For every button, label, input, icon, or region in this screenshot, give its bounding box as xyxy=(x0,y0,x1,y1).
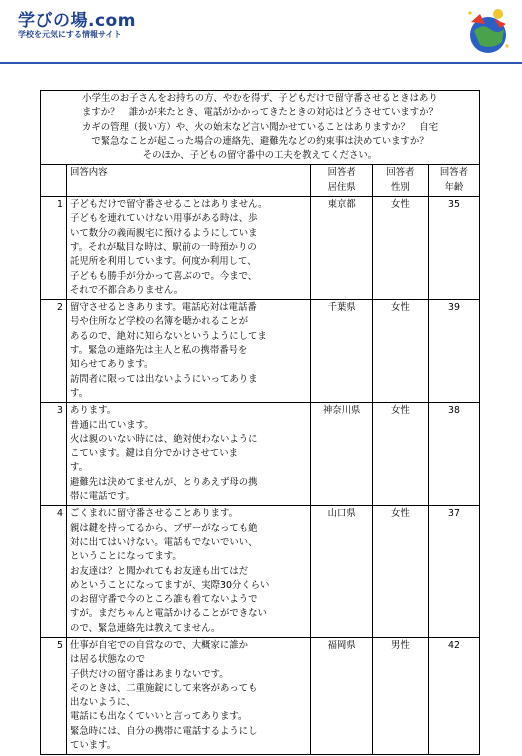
answer-line: す。緊急の連絡先は主人と私の携帯番号を xyxy=(70,345,248,357)
respondent-sex: 女性 xyxy=(372,197,428,300)
answer-line: 電話にも出なくていいと言ってあります。 xyxy=(70,711,248,723)
question-line: で緊急なことが起こった場合の連絡先、避難先などの約束事は決めていますか？ xyxy=(91,135,429,147)
respondent-prefecture: 千葉県 xyxy=(311,300,372,403)
question-line: そのほか、子どもの留守番中の工夫を教えてください。 xyxy=(142,150,378,162)
answer-line: 出ないように、 xyxy=(70,697,136,709)
answer-text xyxy=(67,403,311,506)
answer-line: あります。 xyxy=(70,405,117,417)
question-line: ますか？ 誰かが来たとき、電話がかかってきたときの対応はどうさせていますか？ xyxy=(82,107,438,119)
survey-table xyxy=(40,90,480,755)
answer-line: 子どもだけで留守番させることはありません。 xyxy=(70,199,268,211)
answer-line: す。 xyxy=(70,462,88,474)
answer-line: お友達は？と聞かれてもお友達も出てはだ xyxy=(70,565,249,577)
answer-line: す。それが駄目な時は、駅前の一時預かりの xyxy=(70,241,257,253)
answer-line: すが。まだちゃんと電話かけることができない xyxy=(70,608,267,620)
table-row xyxy=(41,197,480,300)
answer-text xyxy=(67,637,311,754)
respondent-sex: 女性 xyxy=(372,403,428,506)
header-prefecture: 回答者 居住県 xyxy=(311,165,372,197)
respondent-age: 39 xyxy=(429,300,480,403)
answer-rows xyxy=(41,197,480,755)
answer-line: こています。鍵は自分でかけさせていま xyxy=(70,448,239,460)
row-number: 3 xyxy=(41,403,67,506)
site-header xyxy=(0,0,522,62)
header-divider xyxy=(0,62,522,64)
table-row xyxy=(41,637,480,754)
answer-line: 火は親のいない時には、絶対使わないように xyxy=(70,433,258,445)
answer-line: 仕事が自宅での自営なので、大概家に誰か xyxy=(70,639,248,651)
mascot-globe-icon xyxy=(462,4,512,56)
answer-text xyxy=(67,506,311,638)
answer-line: は居る状態なので xyxy=(70,654,146,666)
answer-text xyxy=(67,300,311,403)
answer-line: いて数分の義両親宅に預けるようにしていま xyxy=(70,227,258,239)
intro-row xyxy=(41,91,480,165)
respondent-sex: 女性 xyxy=(372,300,428,403)
respondent-age: 42 xyxy=(429,637,480,754)
answer-line: ごくまれに留守番させることあります。 xyxy=(70,508,239,520)
table-row xyxy=(41,403,480,506)
answer-line: 親は鍵を持ってるから、ブザーがなっても絶 xyxy=(70,522,258,534)
answer-line: 対に出てはいけない。電話もでないでいい、 xyxy=(70,536,258,548)
answer-line: 避難先は決めてませんが、とりあえず母の携 xyxy=(70,476,258,488)
answer-line: 普通に出ています。 xyxy=(70,419,154,431)
row-number: 5 xyxy=(41,637,67,754)
answer-line: す。 xyxy=(70,387,88,399)
answer-line: 子どもも勝手が分かって喜ぶので。今まで、 xyxy=(70,270,258,282)
answer-line: それで不都合ありません。 xyxy=(70,284,184,296)
answer-line: あるので、絶対に知らないというようにしてま xyxy=(70,330,267,342)
question-line: 小学生のお子さんをお持ちの方、やむを得ず、子どもだけで留守番させるときはあり xyxy=(82,93,438,104)
answer-line: 知らせてあります。 xyxy=(70,359,154,371)
row-number: 2 xyxy=(41,300,67,403)
site-logo[interactable]: 学びの場.com xyxy=(18,11,136,31)
answer-line: 緊急時には、自分の携帯に電話するようにし xyxy=(70,725,258,737)
answer-line: ています。 xyxy=(70,740,117,752)
answer-line: 号や住所など学校の名簿を聴かれることが xyxy=(70,316,249,328)
answer-line: のお留守番で今のところ誰も着てないようで xyxy=(70,594,258,606)
table-row xyxy=(41,506,480,638)
question-line: カギの管理（扱い方）や、火の始末など言い聞かせていることはありますか？ 自宅 xyxy=(81,121,439,133)
answer-line: ので、緊急連絡先は教えてません。 xyxy=(70,622,221,634)
answer-line: 子どもを連れていけない用事がある時は、歩 xyxy=(70,213,258,225)
survey-question xyxy=(41,91,480,165)
respondent-age: 35 xyxy=(429,197,480,300)
row-number: 4 xyxy=(41,506,67,638)
respondent-age: 37 xyxy=(429,506,480,638)
site-tagline: 学校を元気にする情報サイト xyxy=(18,30,122,39)
answer-line: 留守させるときあります。電話応対は電話番 xyxy=(70,302,257,314)
row-number: 1 xyxy=(41,197,67,300)
answer-line: 子供だけの留守番はあまりないです。 xyxy=(70,668,229,680)
answer-text xyxy=(67,197,311,300)
respondent-prefecture: 福岡県 xyxy=(311,637,372,754)
header-no xyxy=(41,165,67,197)
respondent-prefecture: 山口県 xyxy=(311,506,372,638)
answer-line: めということになってますが、実際30分くらい xyxy=(70,579,270,591)
table-row xyxy=(41,300,480,403)
respondent-sex: 女性 xyxy=(372,506,428,638)
answer-line: 帯に電話です。 xyxy=(70,491,135,503)
answer-line: そのときは、二重施錠にして来客があっても xyxy=(70,682,258,694)
header-age: 回答者 年齢 xyxy=(429,165,480,197)
header-sex: 回答者 性別 xyxy=(372,165,428,197)
answer-line: 訪問者に限っては出ないようにいってありま xyxy=(70,373,258,385)
answer-line: ということになってます。 xyxy=(70,551,182,563)
respondent-age: 38 xyxy=(429,403,480,506)
header-answer: 回答内容 xyxy=(67,165,311,197)
respondent-prefecture: 東京都 xyxy=(311,197,372,300)
answer-line: 託児所を利用しています。何度か利用して、 xyxy=(70,256,257,268)
respondent-sex: 男性 xyxy=(372,637,428,754)
header-row xyxy=(41,165,480,197)
respondent-prefecture: 神奈川県 xyxy=(311,403,372,506)
